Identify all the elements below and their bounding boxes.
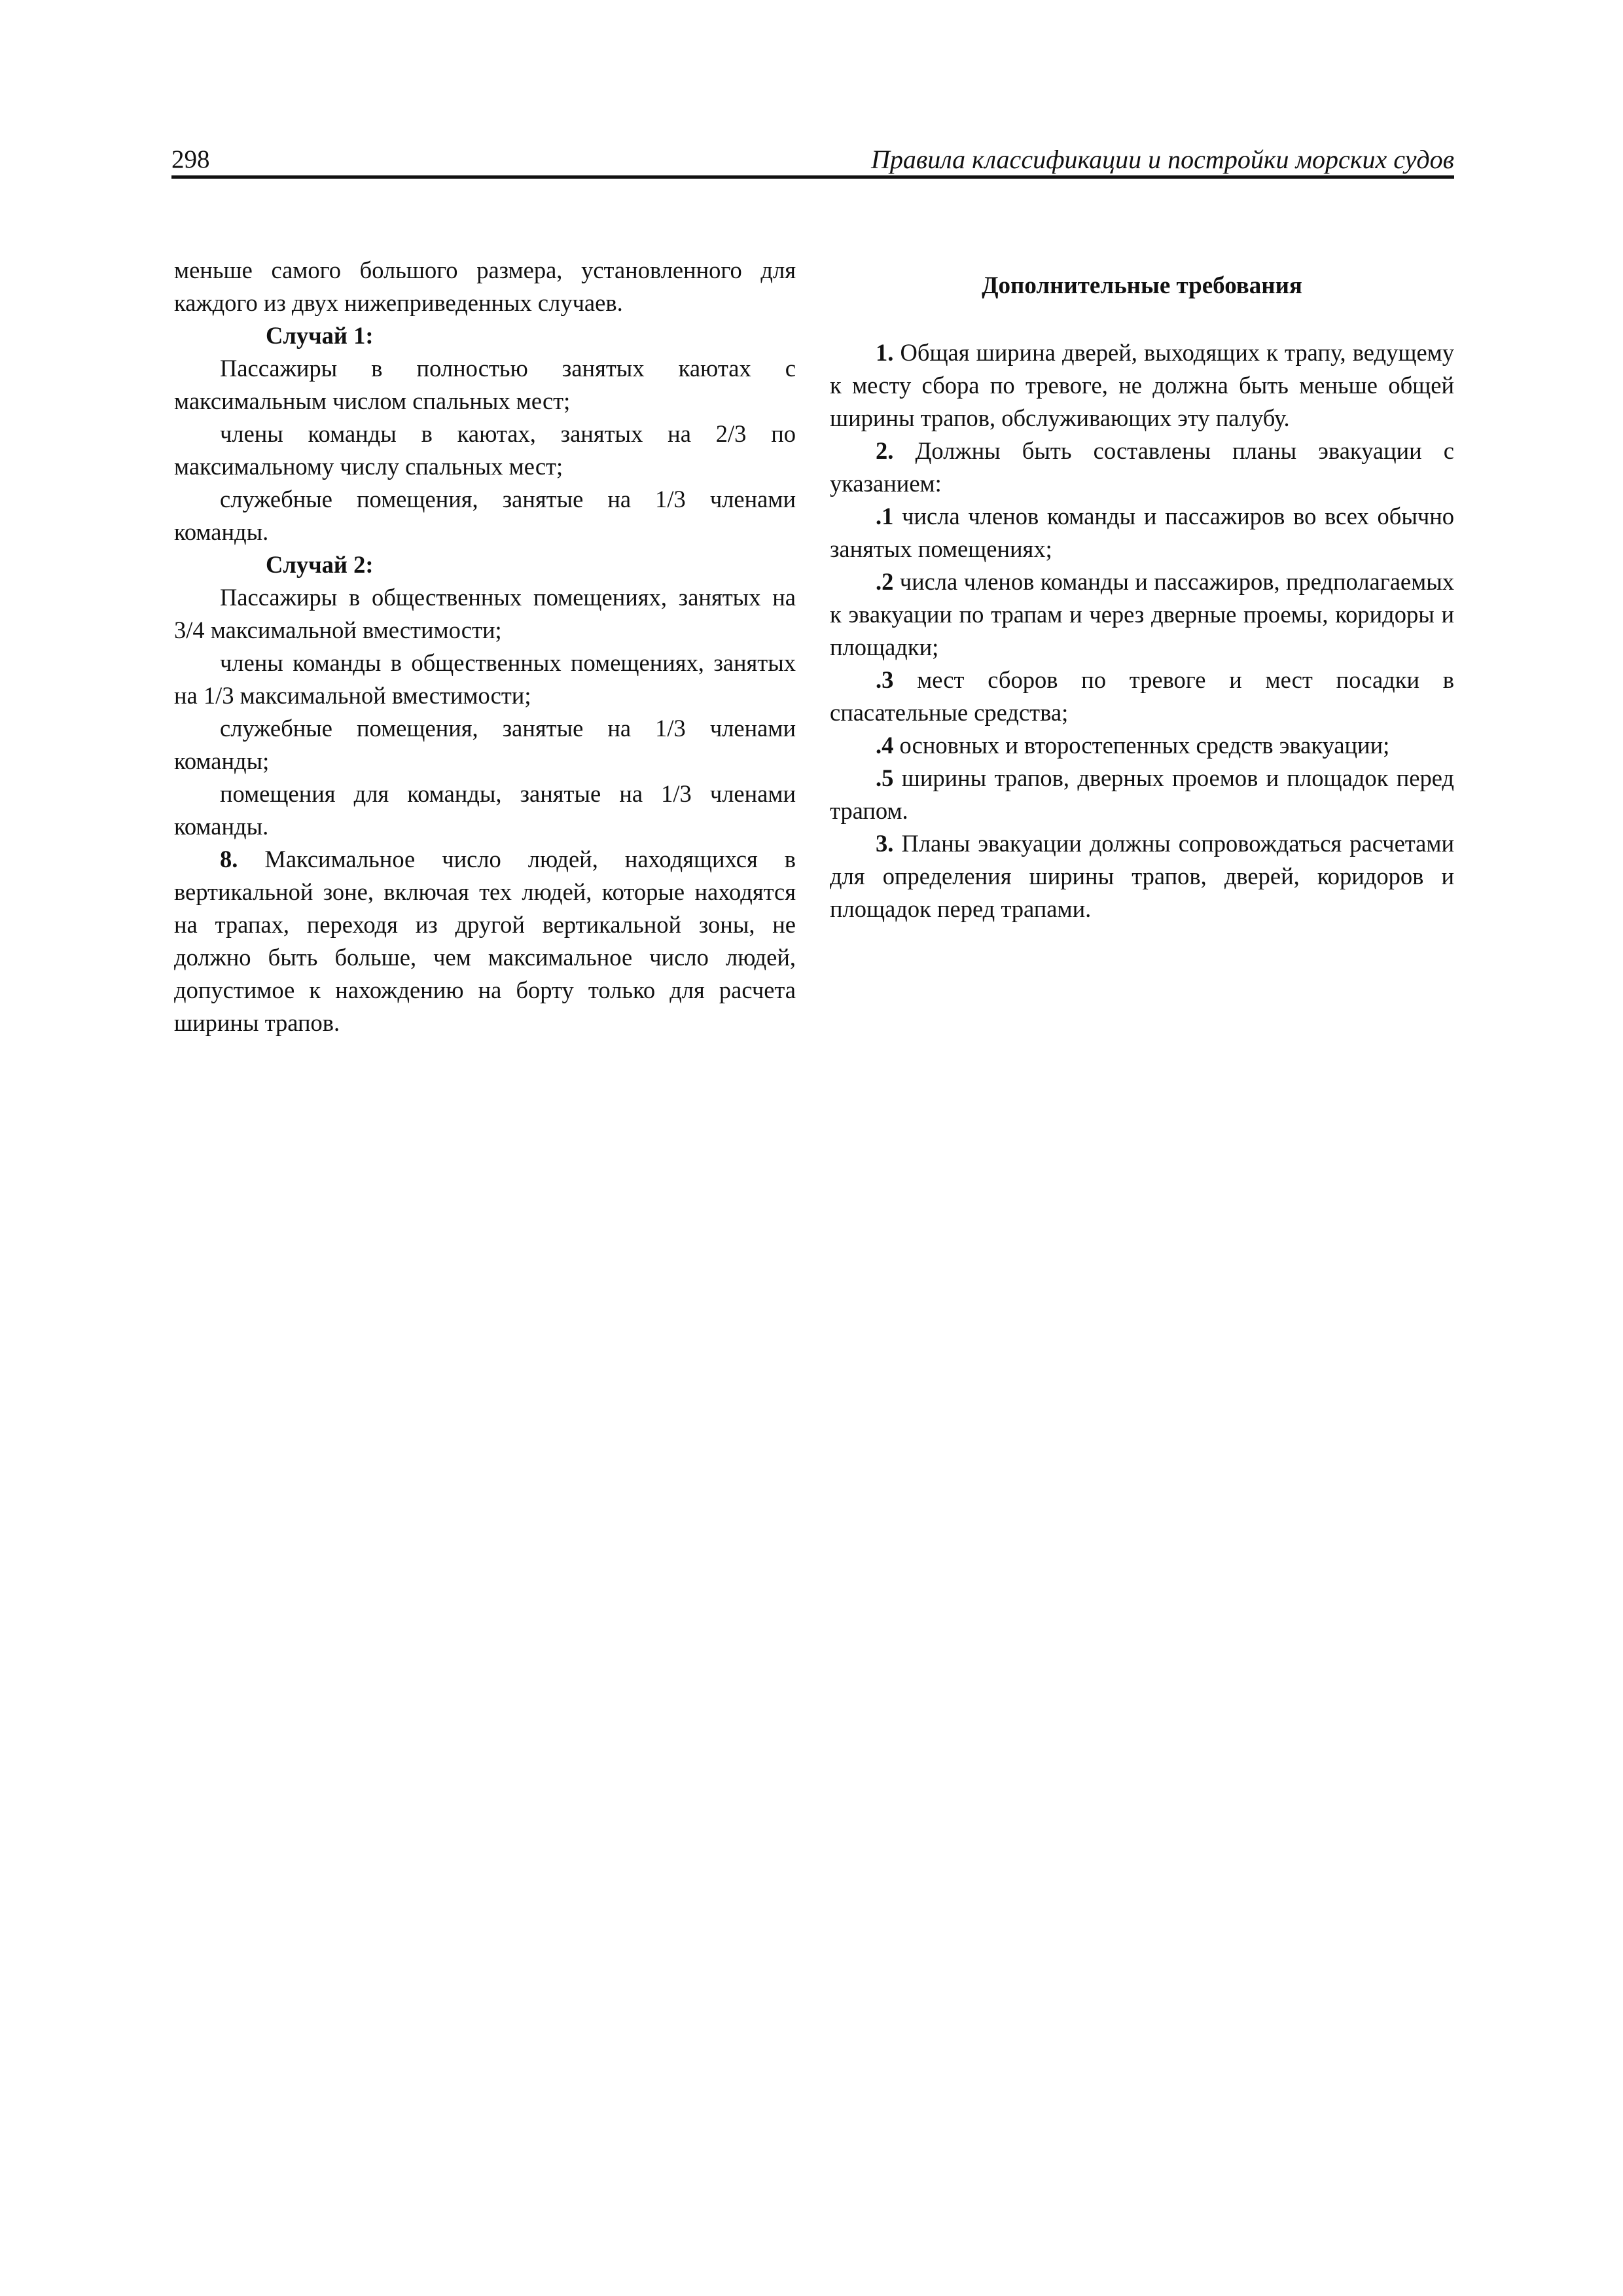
paragraph-2 [830,435,1454,500]
case-2-item: служебные помещения, занятые на 1/3 членами команды; [174,715,796,774]
right-column [830,254,1454,925]
subitem-4-text: основных и второстепенных средств эвакуации; [899,732,1390,759]
case-1-item: служебные помещения, занятые на 1/3 членами команды. [174,486,796,545]
subitem-3-text: мест сборов по тревоге и мест посадки в спасательные средства; [830,666,1454,726]
header-rule [171,175,1454,179]
subitem-4-number: .4 [876,732,894,759]
subitem-4 [830,729,1454,762]
page-header [171,140,1454,179]
case-2-heading: Случай 2: [266,551,374,578]
subitem-2-number: .2 [876,568,894,595]
left-column [174,254,796,1039]
page-number: 298 [171,145,210,173]
case-1-heading: Случай 1: [266,322,374,349]
paragraph-3-number: 3. [876,830,894,857]
paragraph-1 [830,336,1454,435]
subitem-2-text: числа членов команды и пассажиров, предполагаемых к эвакуации по трапам и через дверные проемы, коридоры и площадки; [830,568,1454,660]
paragraph-8-number: 8. [220,846,238,872]
paragraph-2-text: Должны быть составлены планы эвакуации с указанием: [830,437,1455,497]
subitem-5-text: ширины трапов, дверных проемов и площадок перед трапом. [830,764,1455,824]
running-title: Правила классификации и постройки морских судов [870,145,1454,174]
paragraph-3 [830,827,1454,925]
paragraph-3-text: Планы эвакуации должны сопровождаться расчетами для определения ширины трапов, дверей, коридоров и площадок перед трапами. [830,830,1455,922]
paragraph-8-text: Максимальное число людей, находящихся в вертикальной зоне, включая тех людей, которые находятся на трапах, переходя из другой вертикальной зоны, не должно быть больше, чем максимальное число людей, допустимое к нахождению на борту только для расчета ширины трапов. [174,846,796,1036]
paragraph-8 [174,843,796,1039]
subitem-3 [830,664,1454,729]
paragraph-1-text: Общая ширина дверей, выходящих к трапу, ведущему к месту сбора по тревоге, не должна быть меньше общей ширины трапов, обслуживающих эту палубу. [830,339,1455,431]
case-1-item: Пассажиры в полностью занятых каютах с максимальным числом спальных мест; [174,355,796,414]
case-1-item: члены команды в каютах, занятых на 2/3 по максимальному числу спальных мест; [174,420,796,480]
case-2-item: Пассажиры в общественных помещениях, занятых на 3/4 максимальной вместимости; [174,584,796,643]
subitem-1 [830,500,1454,565]
paragraph-1-number: 1. [876,339,894,366]
section-heading: Дополнительные требования [982,272,1302,299]
subitem-1-number: .1 [876,503,894,529]
paragraph-2-number: 2. [876,437,894,464]
subitem-3-number: .3 [876,666,894,693]
case-2-item: члены команды в общественных помещениях, занятых на 1/3 максимальной вместимости; [174,649,796,709]
subitem-1-text: числа членов команды и пассажиров во всех обычно занятых помещениях; [830,503,1455,562]
subitem-5-number: .5 [876,764,894,791]
case-2-item: помещения для команды, занятые на 1/3 членами команды. [174,780,796,840]
subitem-2 [830,565,1454,664]
subitem-5 [830,762,1454,827]
intro-paragraph: меньше самого большого размера, установленного для каждого из двух нижеприведенных случаев. [174,257,796,316]
